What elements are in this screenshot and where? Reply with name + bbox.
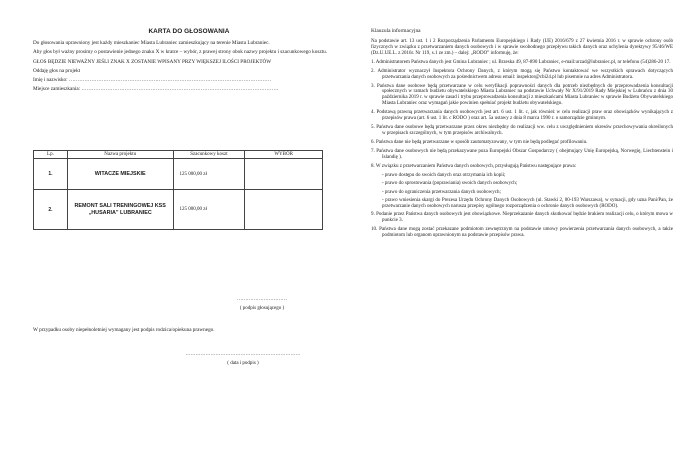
clause-subitem: - prawo wniesienia skargi do Prezesa Urzędu Ochrony Danych Osobowych (ul. Stawki 2, 00-193 Warszawa), w sytuacji, gdy uzna Pani/Pan, że przetwarzanie danych osobowych narusza przepisy ogólnego rozporządzenia o ochronie danych osobowych (RODO).: [382, 198, 673, 210]
row-number: 1.: [34, 159, 68, 190]
header-cost: Szacunkowy koszt: [173, 151, 245, 159]
projects-table: [33, 150, 323, 230]
voter-signature-label: ( podpis głosującego ): [239, 306, 285, 311]
table-header-row: [34, 151, 323, 159]
voter-signature-line[interactable]: …………………………: [237, 297, 287, 302]
ballot-warning: GŁOS BĘDZIE NIEWAŻNY JEŚLI ZNAK X ZOSTANIE WPISANY PRZY WIĘKSZEJ ILOŚCI PROJEKTÓW: [33, 58, 272, 65]
header-project-name: Nazwa projektu: [67, 151, 173, 159]
minor-note: W przypadku osoby niepełnoletniej wymagany jest podpis rodzica/opiekuna prawnego.: [33, 327, 215, 333]
project-name: REMONT SALI TRENINGOWEJ KSS „HUSARIA” LUBRANIEC: [67, 190, 173, 230]
clause-item: 8. W związku z przetwarzaniem Państwa danych osobowych, przysługują Państwu następujące prawa:: [371, 163, 577, 169]
choice-box[interactable]: [245, 190, 323, 230]
clause-subitem: - prawo do sprostowania (poprawiania) swoich danych osobowych;: [382, 181, 518, 187]
table-row: [34, 190, 323, 230]
information-clause: [371, 28, 673, 242]
project-name: WITACZE MIEJSKIE: [67, 159, 173, 190]
clause-item: 5. Państwa dane osobowe będą przetwarzane przez okres niezbędny do realizacji ww. celu z uwzględnieniem okresów przechowywania określonych w przepisach szczególnych, w tym przepisów archiwalnych.: [371, 125, 673, 136]
project-cost: 125 000,00 zł: [173, 190, 245, 230]
clause-intro: Na podstawie art. 13 ust. 1 i 2 Rozporządzenia Parlamentu Europejskiego i Rady (UE) 2016/679 z 27 kwietnia 2016 r. w sprawie ochrony osób fizycznych w związku z przetwarzaniem danych osobowych i w sprawie swobodnego przepływu takich danych oraz uchylenia dyrektywy 95/46/WE (Dz.U.UE.L. z 2016r. Nr 119, s.1 ze zm.) – dalej: „RODO” informuję, że:: [371, 39, 673, 56]
clause-subitem: - prawo dostępu do swoich danych oraz otrzymania ich kopii;: [382, 172, 506, 178]
ballot-section: [33, 28, 345, 96]
header-choice: WYBÓR: [245, 151, 323, 159]
ballot-title: KARTA DO GŁOSOWANIA: [148, 28, 230, 35]
clause-item: 3. Państwa dane osobowe będą przetwarzane w celu weryfikacji poprawności danych dla potrzeb niezbędnych do przeprowadzenia konsultacji społecznych w ramach budżetu obywatelskiego Miasta Lubraniec na podstawie Uchwały Nr X/91/2019 Rady Miejskiej w Lubrańcu z dnia 30 października 2019 r. w sprawie zasad i trybu przeprowadzenia konsultacji z mieszkańcami Miasta Lubraniec w sprawie Budżetu Obywatelskiego Miasta Lubraniec oraz wymagań jakie powinien spełniać projekt budżetu obywatelskiego.: [371, 83, 673, 107]
parent-signature-line[interactable]: ……………………………………………………………: [185, 352, 301, 357]
cast-vote-label: Oddaję głos na projekt: [33, 67, 81, 74]
header-lp: Lp.: [34, 151, 68, 159]
clause-item: 10. Państwa dane mogą zostać przekazane podmiotom zewnętrznym na podstawie umowy powierzenia przetwarzania danych osobowych, a także podmiotom lub organom uprawnionym na podstawie przepisów prawa.: [371, 227, 673, 239]
address-field[interactable]: Miejsce zamieszkania: ……………………………………………………………………………………………………: [33, 86, 279, 93]
clause-item: 4. Podstawą prawną przetwarzania danych osobowych jest art. 6 ust. 1 lit. c, jak również w celu realizacji praw oraz obowiązków wynikających z przepisów prawa (art. 6 ust. 1 lit. c RODO ) oraz art. 5a ustawy z dnia 8 marca 1990 r. o samorządzie gminnym.: [371, 110, 673, 122]
table-row: [34, 159, 323, 190]
choice-box[interactable]: [245, 159, 323, 190]
parent-signature-label: ( data i podpis ): [227, 361, 259, 366]
clause-subitem: - prawo do ograniczenia przetwarzania danych osobowych;: [382, 189, 501, 195]
row-number: 2.: [34, 190, 68, 230]
clause-item: 6. Państwa dane nie będą przetwarzane w sposób zautomatyzowany, w tym nie będą podlegać profilowaniu.: [371, 139, 588, 145]
clause-item: 9. Podanie przez Państwa danych osobowych jest obowiązkowe. Nieprzekazanie danych skutkować będzie brakiem realizacji celu, o którym mowa w punkcie 3.: [371, 212, 673, 224]
project-cost: 125 000,00 zł: [173, 159, 245, 190]
clause-item: 2. Administrator wyznaczył Inspektora Ochrony Danych, z którym mogą się Państwo kontaktować we wszystkich sprawach dotyczących przetwarzania danych osobowych za pośrednictwem adresu email: inspektor@cbi24.pl lub pisemnie na adres Administratora.: [371, 68, 673, 80]
ballot-instruction: Aby głos był ważny prosimy o postawienie jednego znaku X w kratce – wybór, z prawej strony obok nazwy projektu i szacunkowego kosztu.: [33, 49, 327, 56]
clause-item: 1. Administratorem Państwa danych jest Gmina Lubraniec ; ul. Brzeska 49, 87-890 Lubraniec, e-mail:urzad@lubraniec.pl, nr telefonu (54)286-20 17.: [371, 59, 671, 65]
name-field[interactable]: Imię i nazwisko: ………………………………………………………………………………………………………: [33, 77, 272, 84]
ballot-intro: Do głosowania uprawniony jest każdy mieszkaniec Miasta Lubraniec zamieszkujący na terenie Miasta Lubraniec.: [33, 40, 270, 46]
clause-heading: Klauzula informacyjna: [371, 28, 421, 34]
clause-item: 7. Państwa dane osobowych nie będą przekazywane poza Europejski Obszar Gospodarczy ( obejmujący Unię Europejską, Norwegię, Liechtenstein i Islandię ).: [371, 148, 673, 160]
